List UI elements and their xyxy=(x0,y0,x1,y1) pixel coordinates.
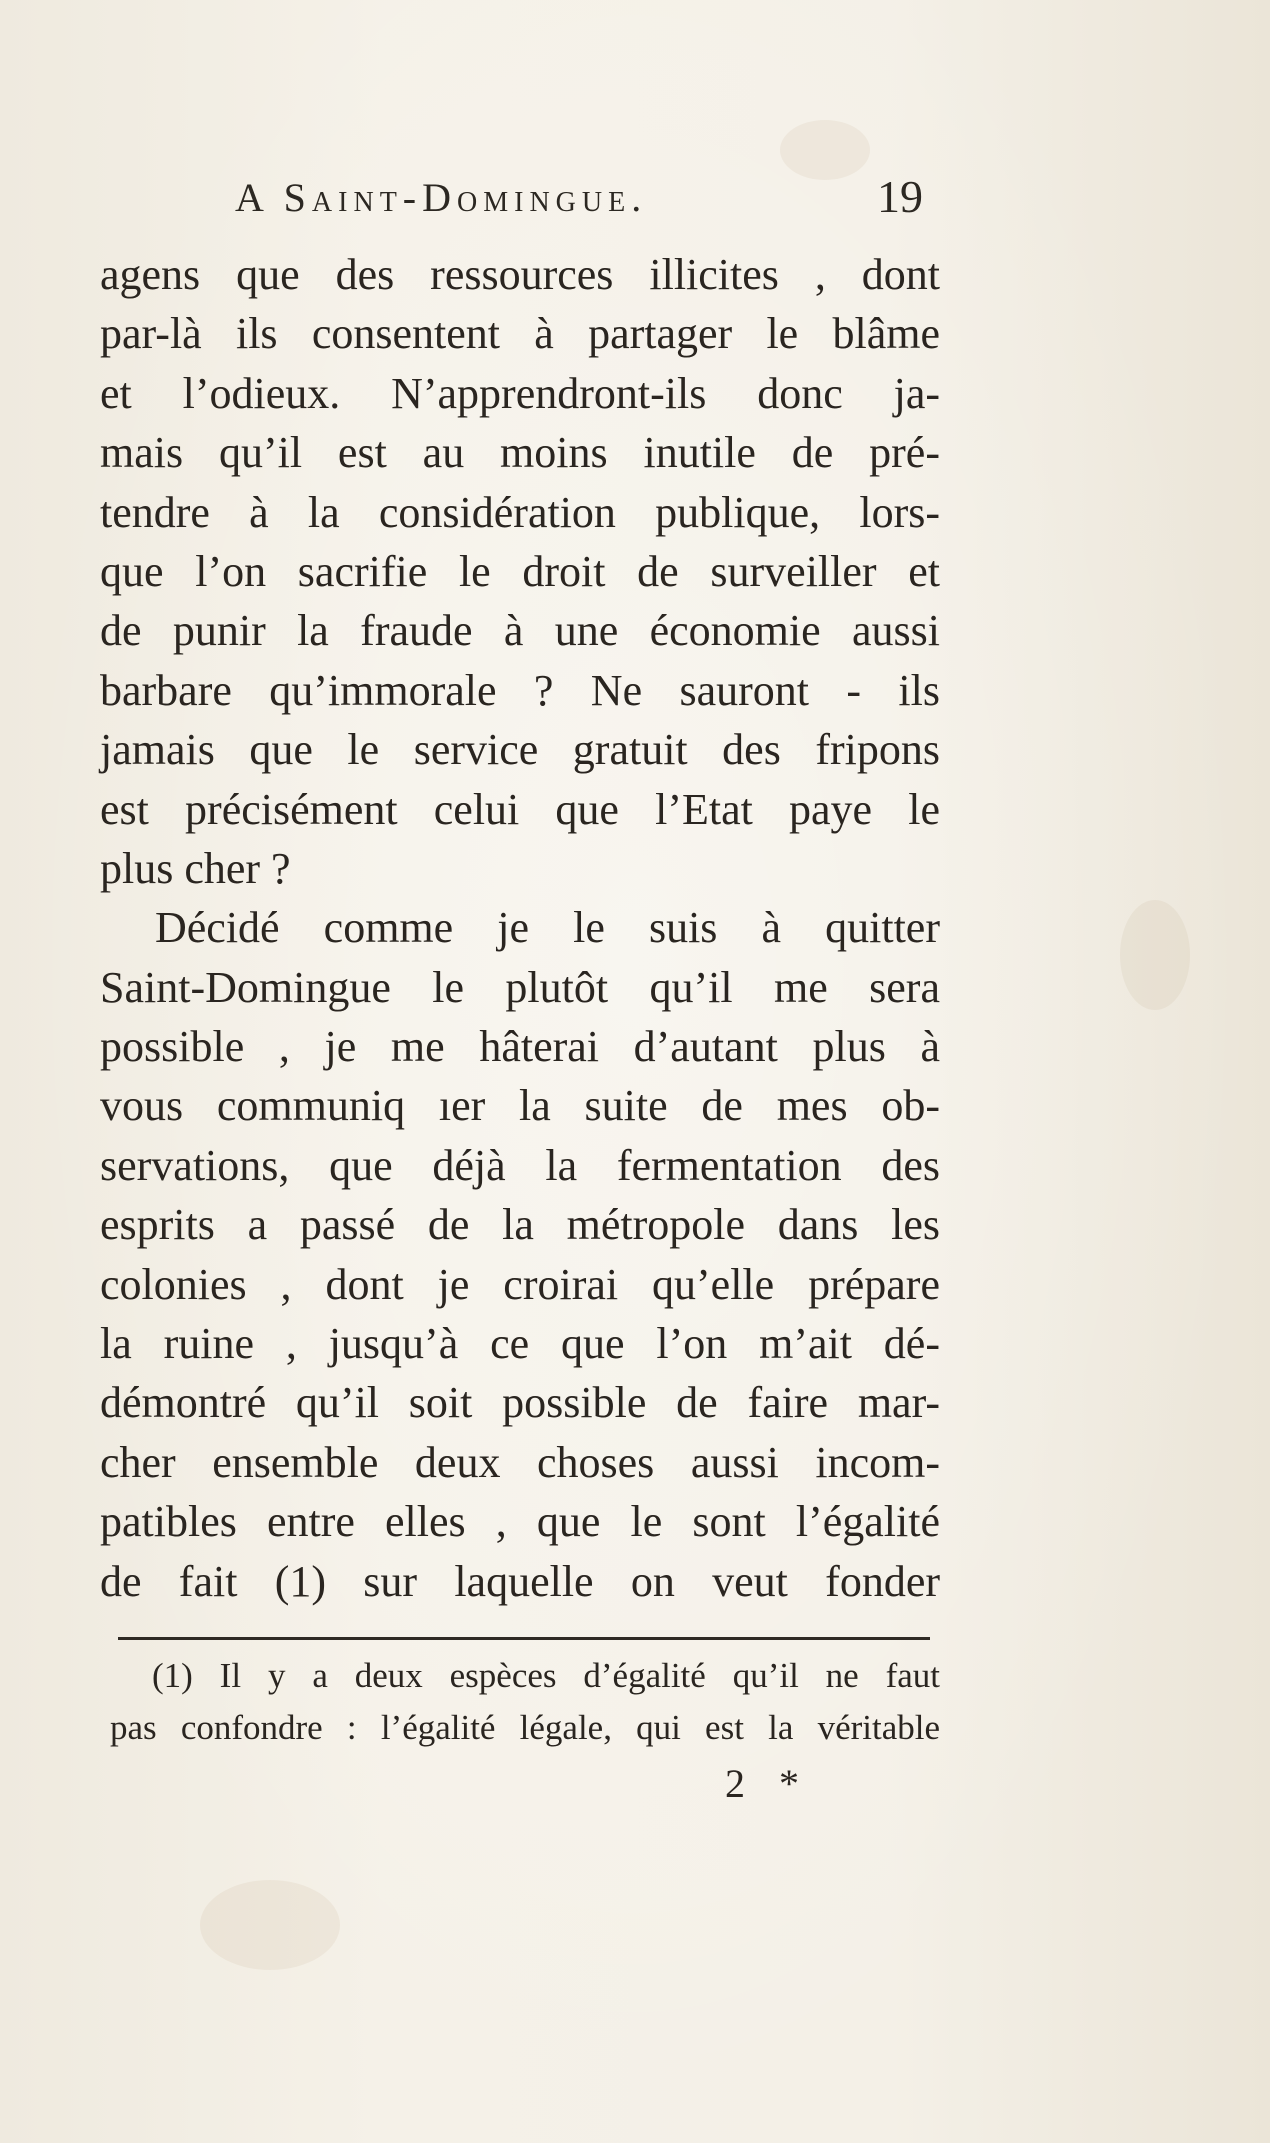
text-line: plus cher ? xyxy=(100,843,291,893)
text-line: servations, que déjà la fermentation des xyxy=(100,1140,940,1190)
text-line: que l’on sacrifie le droit de surveiller et xyxy=(100,546,940,596)
text-line: mais qu’il est au moins inutile de pré- xyxy=(100,428,940,478)
text-line: de punir la fraude à une économie aussi xyxy=(100,606,940,656)
text-line: Saint-Domingue le plutôt qu’il me sera xyxy=(100,962,940,1012)
text-line: esprits a passé de la métropole dans les xyxy=(100,1200,940,1250)
signature-mark: 2 * xyxy=(725,1761,811,1806)
text-line: barbare qu’immorale ? Ne sauront - ils xyxy=(100,665,940,715)
text-line: démontré qu’il soit possible de faire mar- xyxy=(100,1378,940,1428)
text-line: par-là ils consentent à partager le blâme xyxy=(100,309,940,359)
text-line: cher ensemble deux choses aussi incom- xyxy=(100,1437,940,1487)
page-header xyxy=(235,168,935,228)
footnote-line: (1) Il y a deux espèces d’égalité qu’il ne faut xyxy=(152,1656,940,1695)
running-head: A Saint-Domingue. xyxy=(235,175,648,220)
footnote-line: pas confondre : l’égalité légale, qui est la véritable xyxy=(110,1708,940,1747)
text-line: est précisément celui que l’Etat paye le xyxy=(100,784,940,834)
paper-stain xyxy=(1120,900,1190,1010)
text-line: vous communiq ıer la suite de mes ob- xyxy=(100,1081,940,1131)
footnote-rule xyxy=(118,1637,930,1640)
text-line: colonies , dont je croirai qu’elle prépare xyxy=(100,1259,940,1309)
text-line: de fait (1) sur laquelle on veut fonder xyxy=(100,1556,940,1606)
text-line: patibles entre elles , que le sont l’égalité xyxy=(100,1497,940,1547)
text-line: Décidé comme je le suis à quitter xyxy=(155,903,940,953)
text-line: jamais que le service gratuit des fripons xyxy=(100,725,940,775)
text-line: tendre à la considération publique, lors- xyxy=(100,487,940,537)
text-line: possible , je me hâterai d’autant plus à xyxy=(100,1022,940,1072)
page-number: 19 xyxy=(877,171,923,222)
text-line: et l’odieux. N’apprendront-ils donc ja- xyxy=(100,368,940,418)
paper-stain xyxy=(200,1880,340,1970)
footnote xyxy=(110,1650,940,1754)
text-line: agens que des ressources illicites , dont xyxy=(100,250,940,299)
text-line: la ruine , jusqu’à ce que l’on m’ait dé- xyxy=(100,1319,940,1369)
body-text xyxy=(100,245,940,1611)
